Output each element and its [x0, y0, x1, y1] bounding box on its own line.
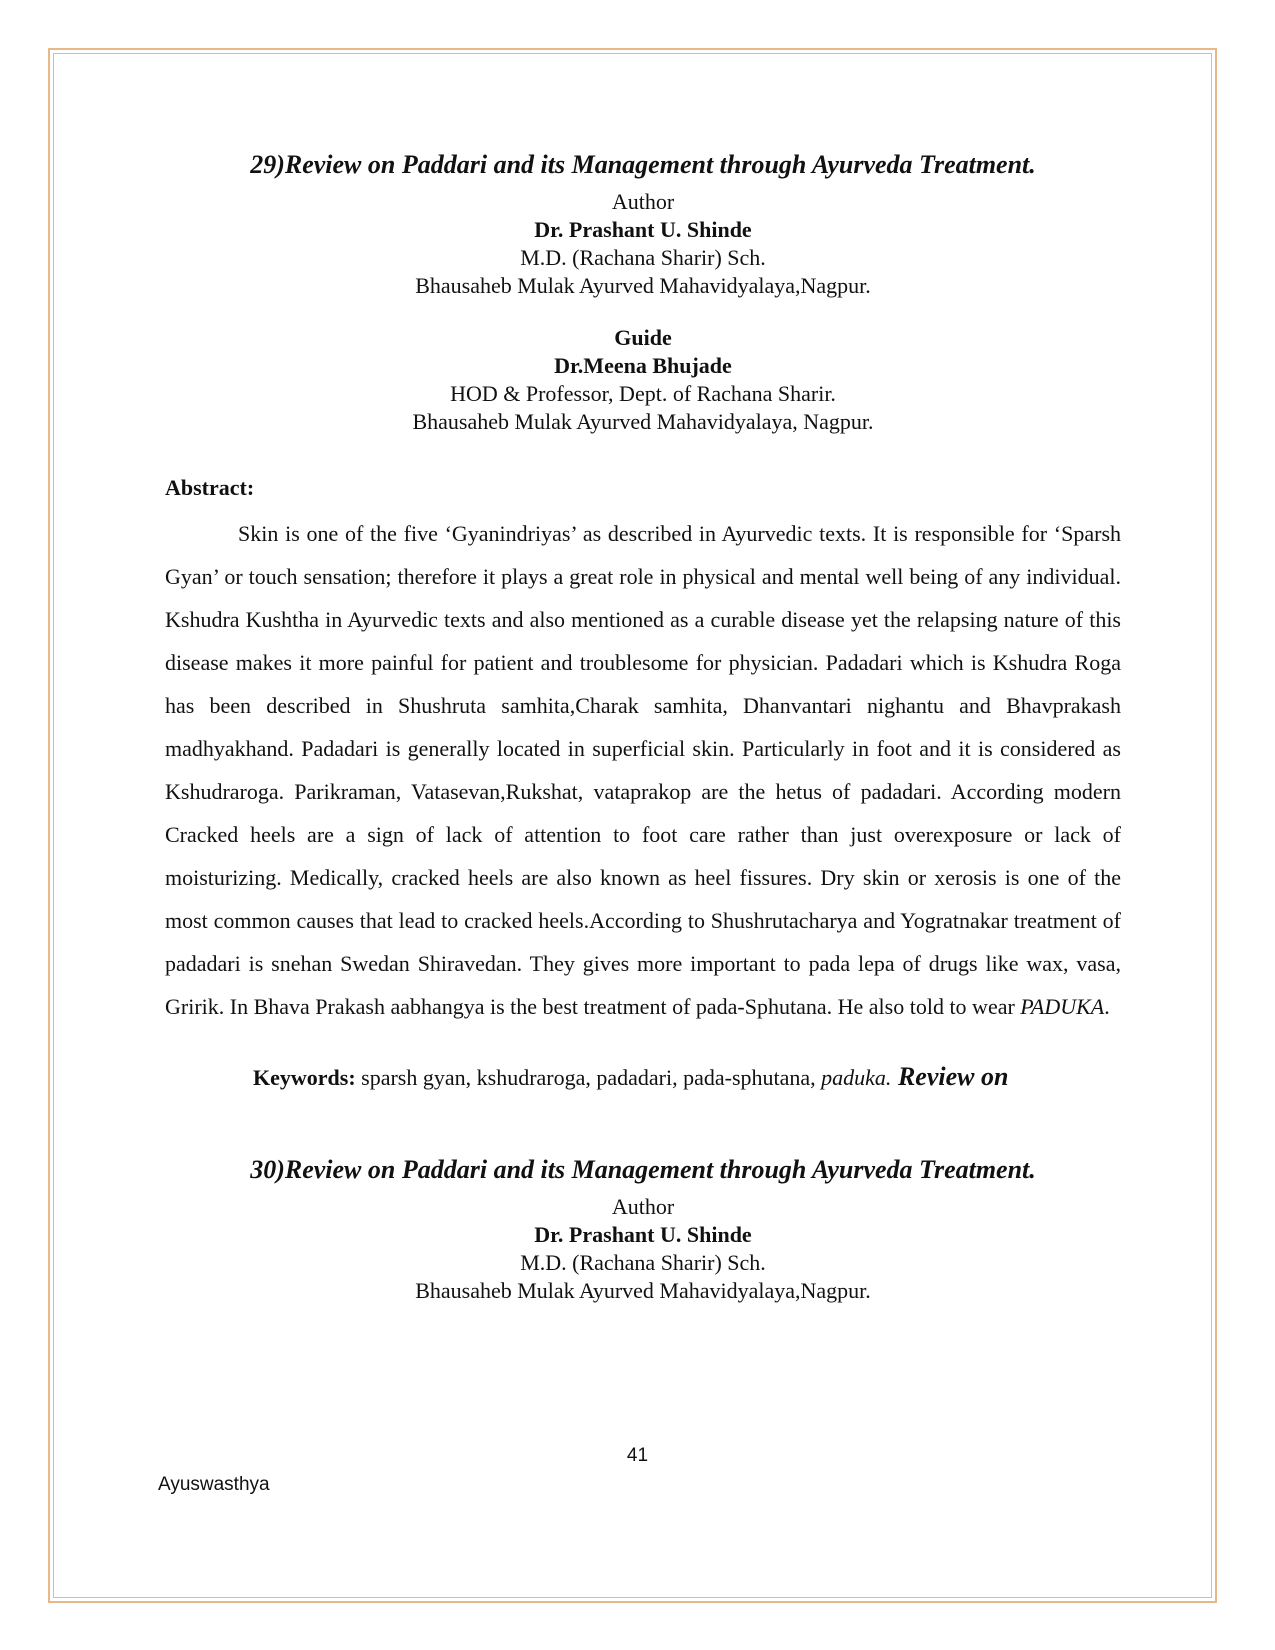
guide-institution: Bhausaheb Mulak Ayurved Mahavidyalaya, Nagpur.	[412, 409, 874, 434]
keywords-italic: paduka.	[821, 1065, 892, 1090]
author-label: Author	[611, 1194, 675, 1219]
author-name: Dr. Prashant U. Shinde	[534, 217, 752, 242]
author-degree: M.D. (Rachana Sharir) Sch.	[520, 245, 766, 270]
abstract-paragraph	[165, 512, 1121, 1028]
author-institution: Bhausaheb Mulak Ayurved Mahavidyalaya,Nagpur.	[415, 1278, 871, 1303]
article-30-author-block	[165, 1187, 1121, 1305]
footer-journal-name: Ayuswasthya	[158, 1474, 270, 1495]
article-29-title: 29)Review on Paddari and its Management through Ayurveda Treatment.	[250, 150, 1036, 179]
guide-position: HOD & Professor, Dept. of Rachana Sharir.	[450, 381, 836, 406]
article-29-author-block	[165, 182, 1121, 436]
keywords-line	[165, 1062, 1121, 1093]
abstract-paduka: PADUKA	[1020, 994, 1105, 1019]
keywords-tail: Review on	[891, 1062, 1009, 1091]
abstract-text: Skin is one of the five ‘Gyanindriyas’ as described in Ayurvedic texts. It is responsible for ‘Sparsh Gyan’ or touch sensation; therefore it plays a great role in physical and mental well being of any individual. Kshudra Kushtha in Ayurvedic texts and also mentioned as a curable disease yet the relapsing nature of this disease makes it more painful for patient and troublesome for physician. Padadari which is Kshudra Roga has been described in Shushruta samhita,Charak samhita, Dhanvantari nighantu and Bhavprakash madhyakhand. Padadari is generally located in superficial skin. Particularly in foot and it is considered as Kshudraroga. Parikraman, Vatasevan,Rukshat, vataprakop are the hetus of padadari. According modern Cracked heels are a sign of lack of attention to foot care rather than just overexposure or lack of moisturizing. Medically, cracked heels are also known as heel fissures. Dry skin or xerosis is one of the most common causes that lead to cracked heels.According to Shushrutacharya and Yogratnakar treatment of padadari is snehan Swedan Shiravedan. They gives more important to pada lepa of drugs like wax, vasa, Gririk. In Bhava Prakash aabhangya is the best treatment of pada-Sphutana. He also told to wear	[165, 521, 1121, 1019]
abstract-period: .	[1104, 994, 1110, 1019]
guide-name: Dr.Meena Bhujade	[554, 353, 732, 378]
author-degree: M.D. (Rachana Sharir) Sch.	[520, 1250, 766, 1275]
abstract-heading: Abstract:	[165, 475, 255, 500]
keywords-label: Keywords:	[253, 1065, 356, 1090]
page-content	[165, 148, 1121, 1305]
page-number: 41	[626, 1445, 649, 1466]
author-name: Dr. Prashant U. Shinde	[534, 1222, 752, 1247]
article-30-title: 30)Review on Paddari and its Management through Ayurveda Treatment.	[250, 1155, 1036, 1184]
guide-label: Guide	[614, 325, 672, 350]
author-label: Author	[611, 189, 675, 214]
keywords-text: sparsh gyan, kshudraroga, padadari, pada-sphutana,	[355, 1065, 822, 1090]
author-institution: Bhausaheb Mulak Ayurved Mahavidyalaya,Nagpur.	[415, 273, 871, 298]
